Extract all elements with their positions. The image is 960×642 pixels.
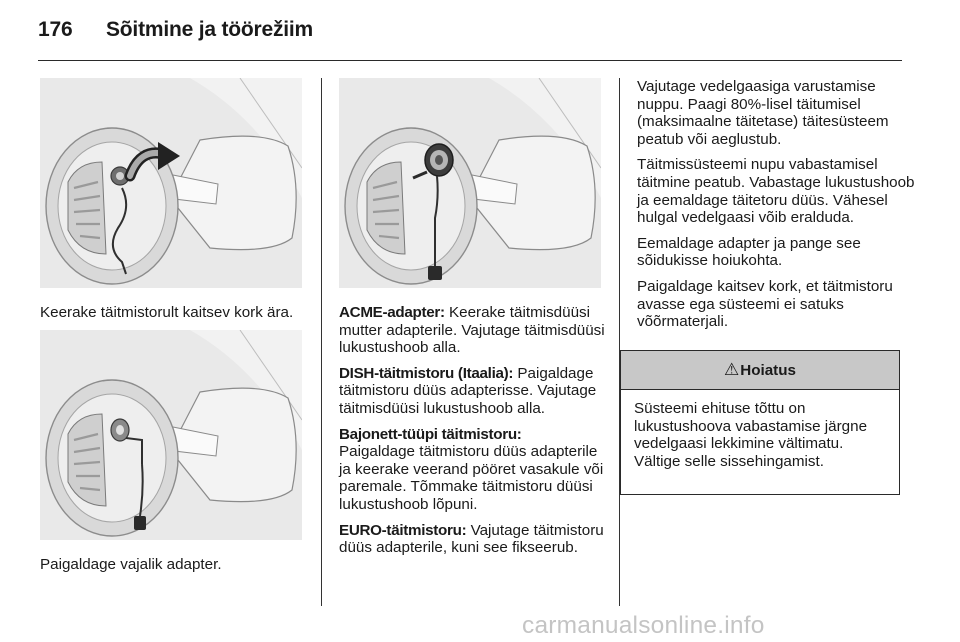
acme-text: Keerake täitmisdüüsi mutter adapterile. Vajutage täitmisdüüsi lukustushoob alla.	[339, 304, 605, 357]
fuel-flap-illustration	[339, 78, 601, 288]
euro-paragraph	[339, 522, 609, 557]
bayonet-label: Bajonett-tüüpi täitmistoru:	[339, 425, 522, 443]
paragraph-press-button: Vajutage vedelgaasiga varustamise nuppu. Paagi 80%-lisel täitumisel (maksimaalne täitetase) täitesüsteem peatub või aeglustub.	[637, 78, 889, 148]
figure-attach-adapter	[40, 330, 302, 540]
euro-label: EURO-täitmistoru:	[339, 521, 467, 539]
acme-paragraph	[339, 304, 609, 357]
dish-text: Paigaldage täitmistoru düüs adapterisse. Vajutage täitmisdüüsi lukustushoob alla.	[339, 364, 597, 417]
paragraph-release-button: Täitmissüsteemi nupu vabastamisel täitmine peatub. Vabastage lukustushoob ja eemaldage täitetoru düüs. Vähesel hulgal vedelgaasi võib eralduda.	[637, 156, 915, 227]
watermark: carmanualsonline.info	[522, 612, 765, 639]
section-title: Sõitmine ja töörežiim	[106, 18, 313, 41]
column-divider	[619, 78, 620, 606]
figure-remove-cap	[40, 78, 302, 288]
warning-header	[621, 351, 899, 390]
warning-box	[620, 350, 900, 495]
dish-label: DISH-täitmistoru (Itaalia):	[339, 364, 514, 382]
caption-attach-adapter: Paigaldage vajalik adapter.	[40, 556, 222, 573]
bayonet-text: Paigaldage täitmistoru düüs adapterile ja keerake veerand pööret vasakule või paremale. Tõmmake täitmistoru düüsi lukustushoob lõpuni.	[339, 443, 604, 513]
filling-instructions	[637, 78, 917, 339]
dish-paragraph	[339, 365, 609, 418]
warning-title: Hoiatus	[740, 361, 796, 379]
paragraph-fit-cap: Paigaldage kaitsev kork, et täitmistoru avasse ega süsteemi ei satuks võõrmaterjali.	[637, 277, 893, 331]
fuel-flap-illustration	[40, 330, 302, 540]
acme-label: ACME-adapter:	[339, 304, 445, 321]
bayonet-paragraph	[339, 426, 609, 514]
fuel-flap-illustration	[40, 78, 302, 288]
adapter-instructions	[339, 304, 609, 565]
euro-text: Vajutage täitmistoru düüs adapterile, kuni see fikseerub.	[339, 521, 604, 557]
header-rule	[38, 60, 902, 61]
figure-adapter-fitted	[339, 78, 601, 288]
warning-text: Süsteemi ehituse tõttu on lukustushoova vabastamise järgne vedelgaasi lekkimine vältimatu. Vältige selle sissehingamist.	[634, 400, 868, 470]
caption-remove-cap: Keerake täitmistorult kaitsev kork ära.	[40, 304, 294, 321]
column-divider	[321, 78, 322, 606]
warning-triangle-icon: ⚠	[724, 360, 740, 379]
paragraph-remove-adapter: Eemaldage adapter ja pange see sõidukisse hoiukohta.	[637, 234, 861, 270]
page-number: 176	[38, 18, 73, 41]
page-header	[38, 18, 313, 42]
